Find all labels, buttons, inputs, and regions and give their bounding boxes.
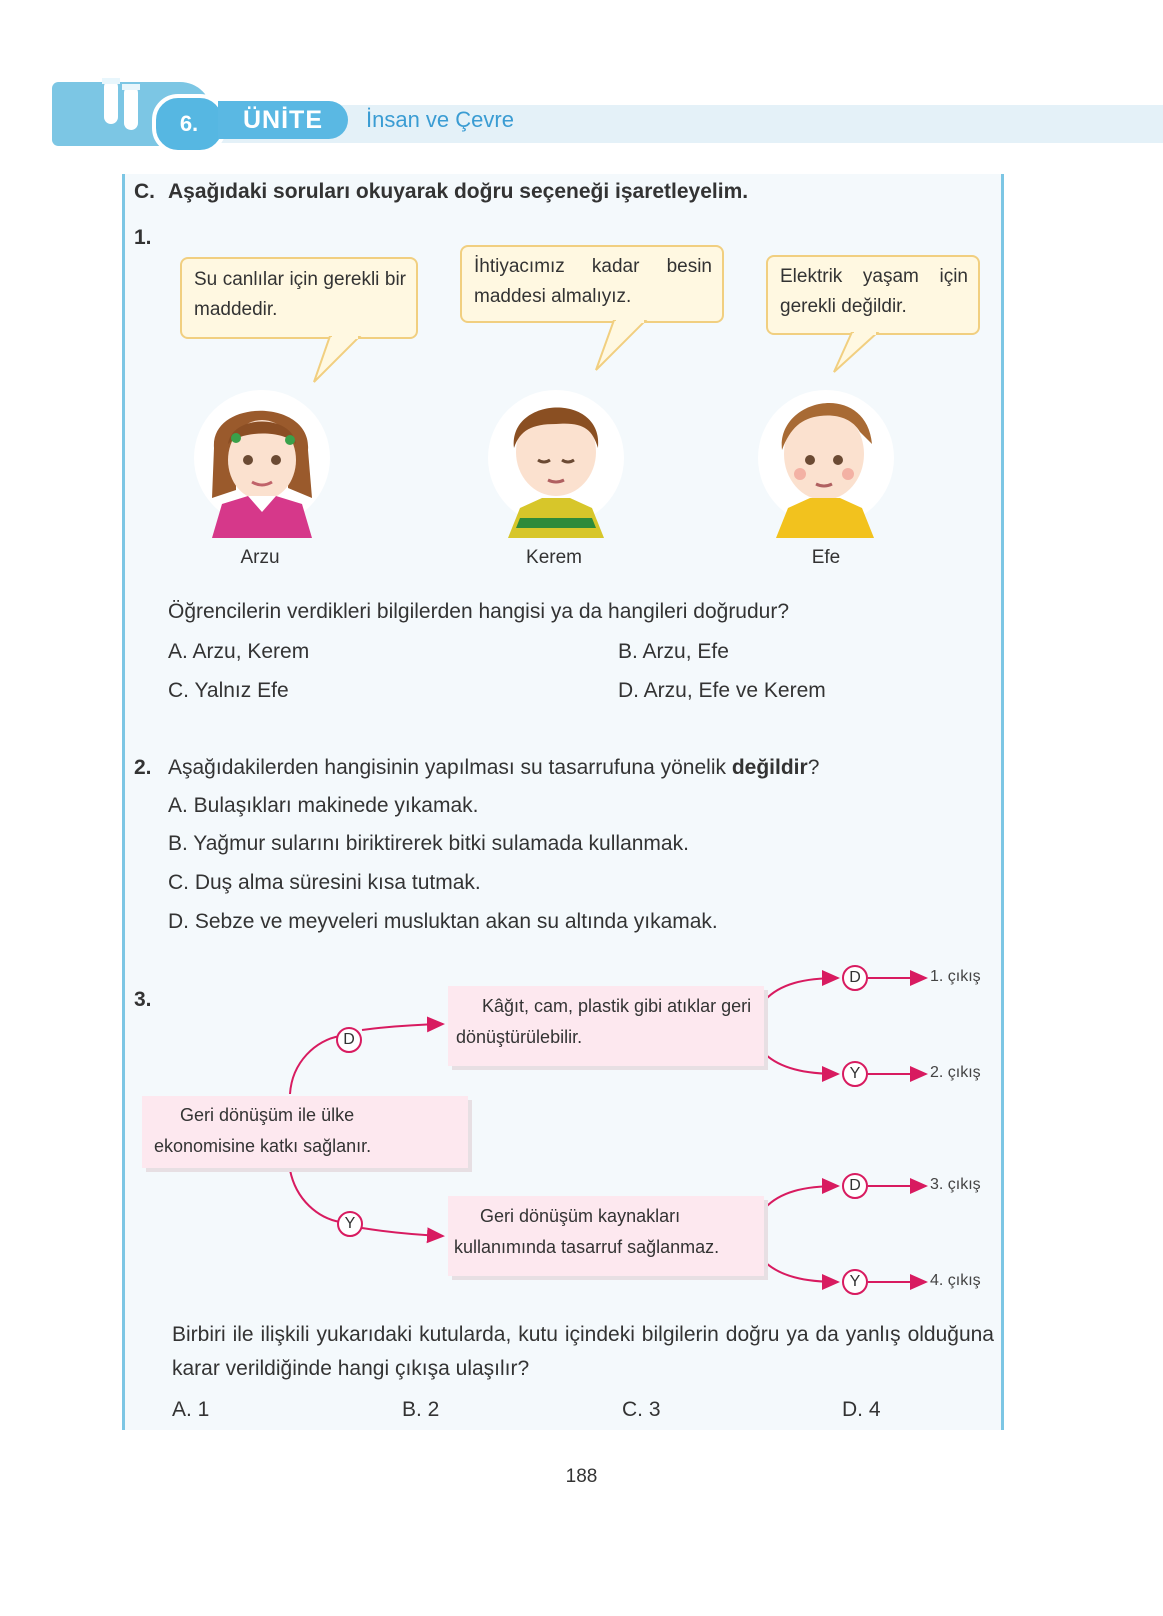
decision-mark-false: Y [849,1273,861,1290]
decision-mark-true: D [849,969,861,986]
q3-option-c[interactable]: C. 3 [622,1398,661,1421]
statement-box-bottom: Geri dönüşüm kaynakları kullanımında tasarruf sağlanmaz. [448,1196,764,1276]
q2-question-emphasis: değildir [731,756,808,779]
exit-label-1: 1. çıkış [930,968,981,985]
q1-option-d[interactable]: D. Arzu, Efe ve Kerem [618,679,826,702]
decision-mark-true: D [849,1177,861,1194]
name-kerem: Kerem [526,547,582,568]
q2-question-text: Aşağıdakilerden hangisinin yapılması su tasarrufuna yönelik [168,756,726,779]
decision-mark-false: Y [344,1215,356,1232]
q2-option-c[interactable]: C. Duş alma süresini kısa tutmak. [168,871,481,894]
q1-option-b[interactable]: B. Arzu, Efe [618,640,729,663]
decision-mark-true: D [343,1031,355,1048]
exit-label-3: 3. çıkış [930,1176,981,1193]
name-arzu: Arzu [240,547,280,568]
statement-box-top: Kâğıt, cam, plastik gibi atıklar geri dönüştürülebilir. [448,986,764,1066]
exit-label-4: 4. çıkış [930,1272,981,1289]
unit-title: İnsan ve Çevre [366,107,514,132]
q2-option-b[interactable]: B. Yağmur sularını biriktirerek bitki sulamada kullanmak. [168,832,689,855]
q3-option-b[interactable]: B. 2 [402,1398,440,1421]
statement-box-start: Geri dönüşüm ile ülke ekonomisine katkı sağlanır. [142,1096,468,1168]
speech-bubble-arzu-text: Su canlılar için gerekli bir maddedir. [194,269,406,320]
q3-question: Birbiri ile ilişkili yukarıdaki kutularda, kutu içindeki bilgilerin doğru ya da yanlış olduğuna karar verildiğinde hangi çıkışa ulaşılır? [172,1323,994,1380]
speech-bubble-kerem-text: İhtiyacımız kadar besin maddesi almalıyız. [474,256,712,307]
speech-bubble-efe-text: Elektrik yaşam için gerekli değildir. [780,266,968,317]
decision-mark-false: Y [849,1065,861,1082]
q3-number: 3. [134,988,152,1011]
q3-option-d[interactable]: D. 4 [842,1398,881,1421]
q2-option-d[interactable]: D. Sebze ve meyveleri musluktan akan su altında yıkamak. [168,910,718,933]
page-number: 188 [565,1466,598,1487]
q2-option-a[interactable]: A. Bulaşıkları makinede yıkamak. [168,794,479,817]
q1-number: 1. [134,226,152,249]
q1-option-c[interactable]: C. Yalnız Efe [168,679,289,702]
exit-label-2: 2. çıkış [930,1064,981,1081]
q2-number: 2. [134,756,152,779]
q2-question-mark: ? [807,756,820,779]
q3-option-a[interactable]: A. 1 [172,1398,210,1421]
section-letter: C. [134,180,155,203]
q1-option-a[interactable]: A. Arzu, Kerem [168,640,310,663]
q1-question: Öğrencilerin verdikleri bilgilerden hangisi ya da hangileri doğrudur? [168,600,790,623]
name-efe: Efe [811,547,841,568]
unit-label: ÜNİTE [218,101,348,139]
section-instruction: Aşağıdaki soruları okuyarak doğru seçeneği işaretleyelim. [168,180,749,203]
unit-number-badge: 6. [152,94,226,154]
